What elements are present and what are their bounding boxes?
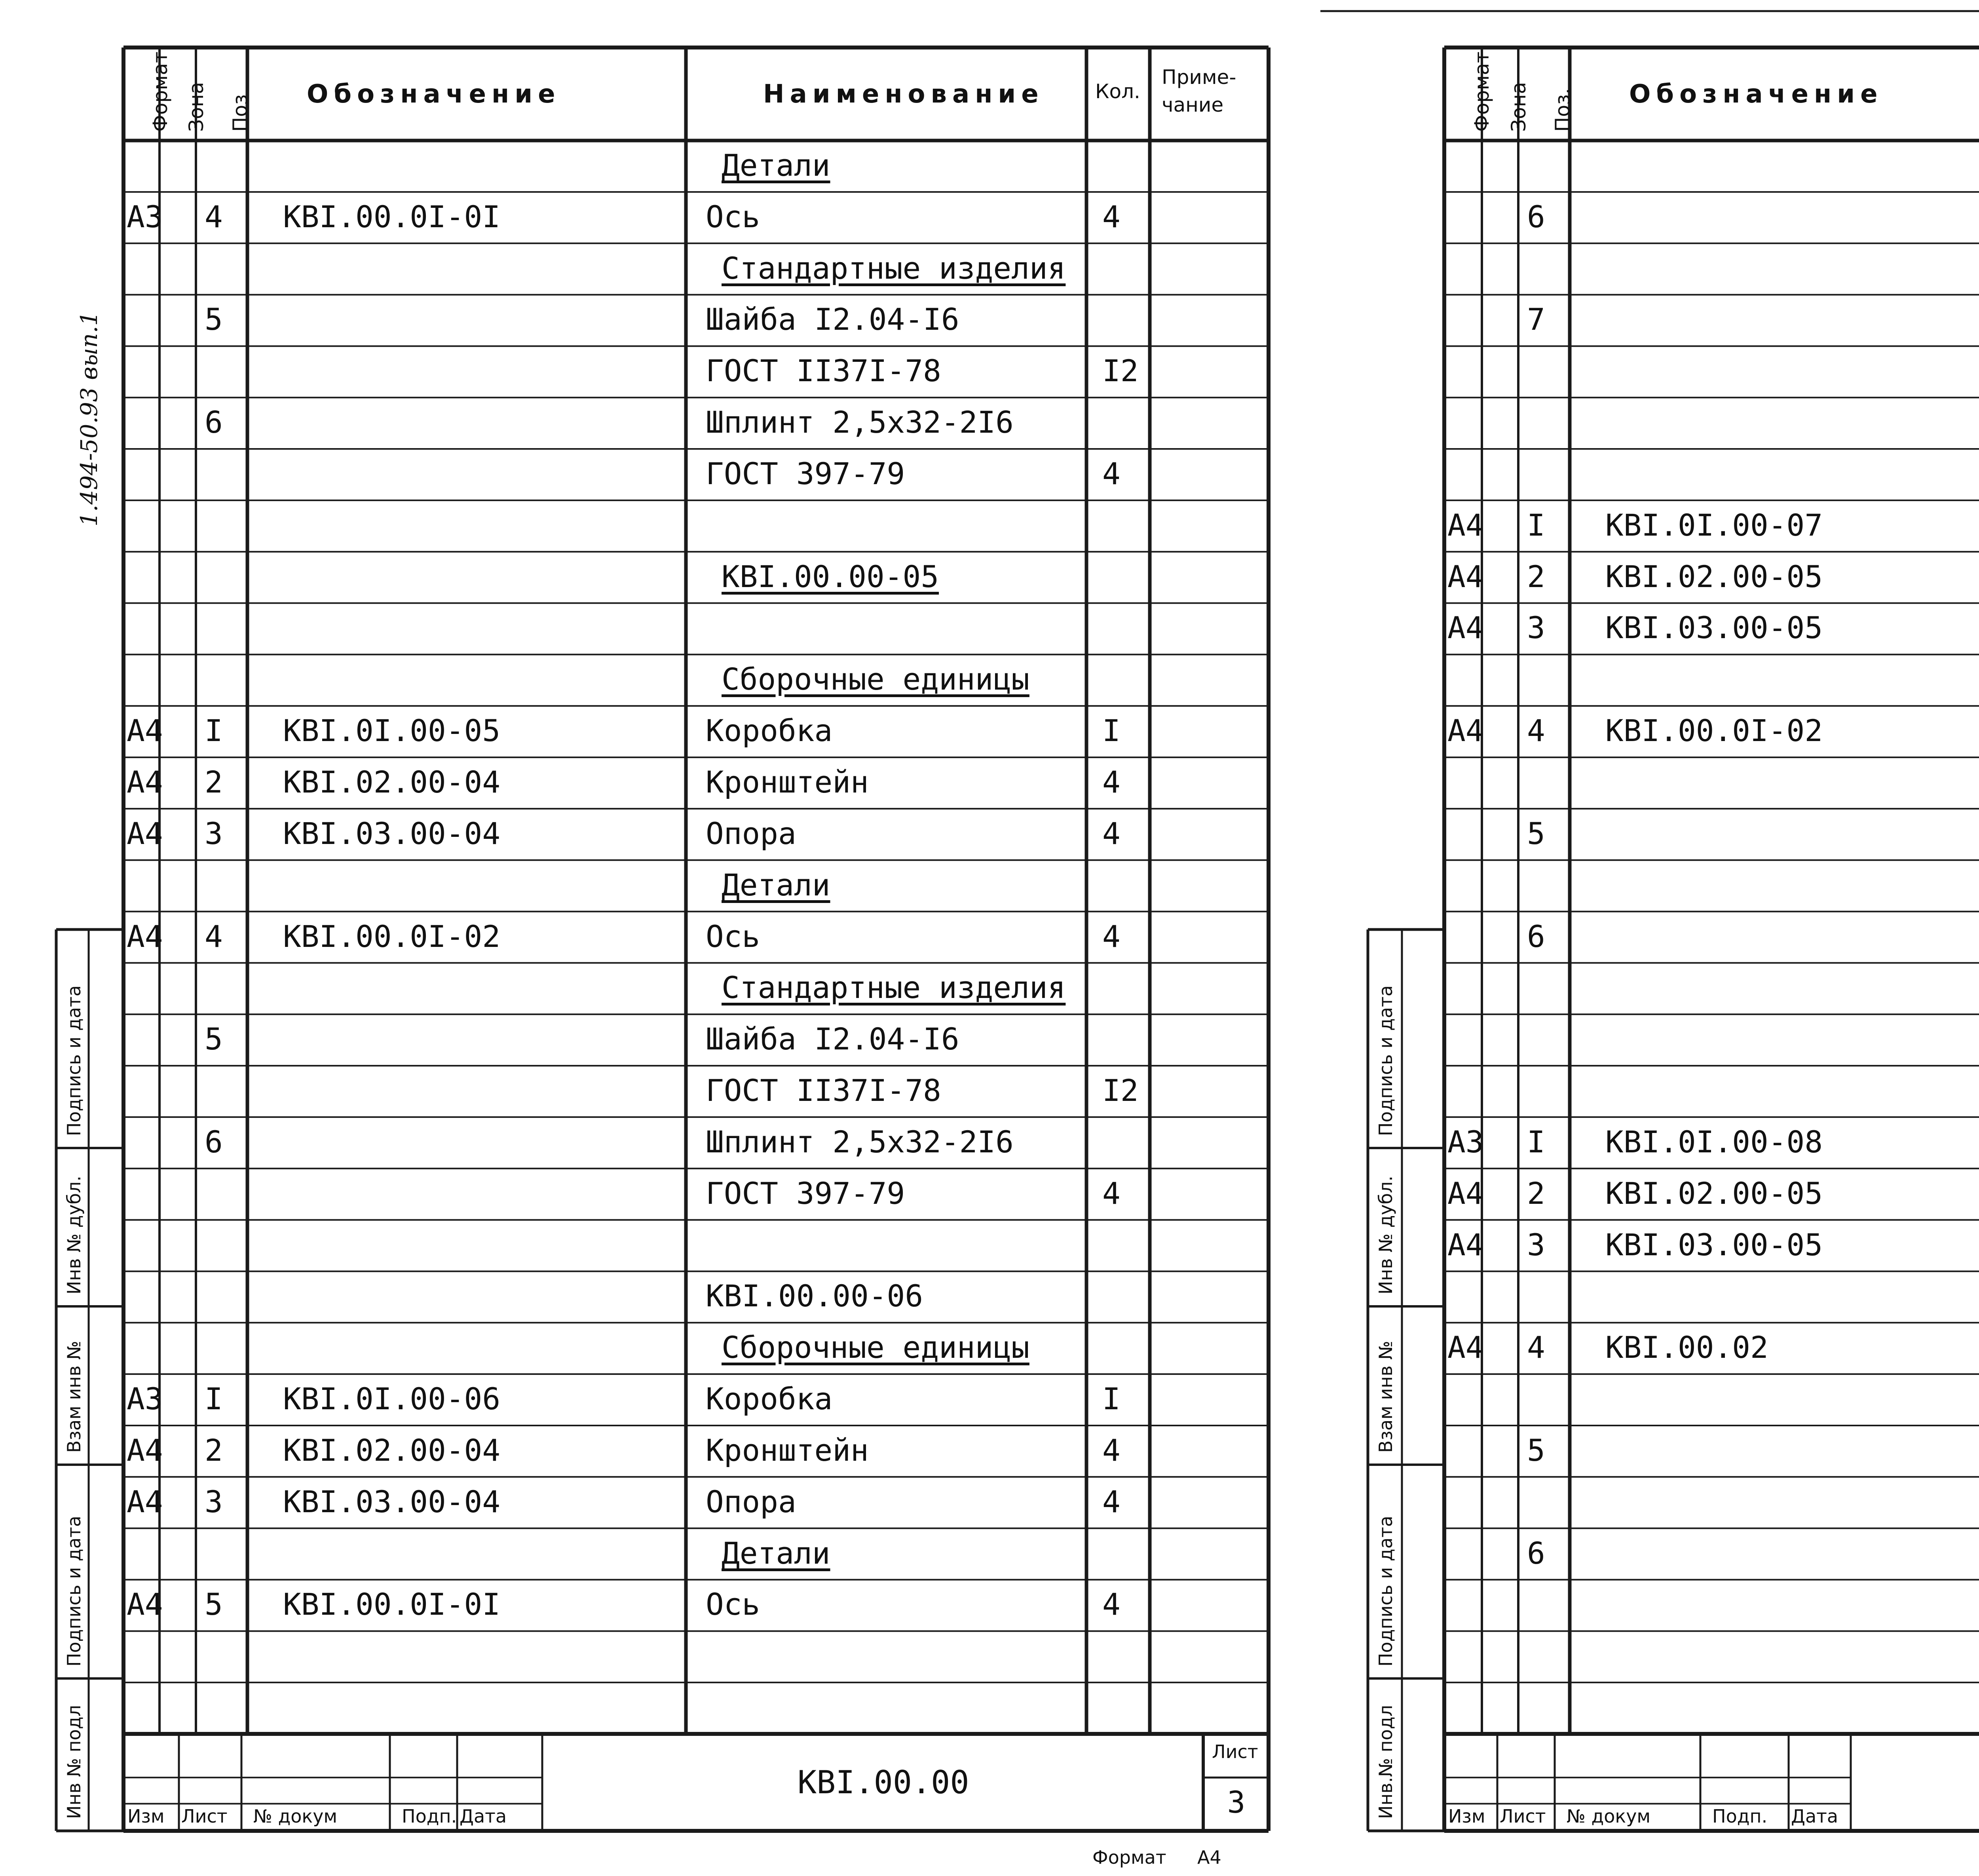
stamp-izm-label: Изм bbox=[1448, 1806, 1485, 1827]
row-name: Ось bbox=[706, 918, 760, 954]
stamp-sign-label: Подп. bbox=[1712, 1806, 1768, 1827]
row-position: 3 bbox=[1527, 1227, 1545, 1262]
format-value: А4 bbox=[1197, 1847, 1221, 1868]
row-section-heading: Стандартные изделия bbox=[722, 970, 1066, 1005]
side-label: Инв № дубл. bbox=[1375, 1175, 1396, 1294]
row-designation: КВI.02.00-05 bbox=[1605, 1175, 1823, 1211]
row-designation: КВI.00.02 bbox=[1605, 1330, 1768, 1365]
row-name: Ось bbox=[706, 199, 760, 234]
row-format: А3 bbox=[127, 1381, 163, 1417]
row-designation: КВI.00.0I-0I bbox=[283, 199, 501, 234]
row-quantity: 4 bbox=[1102, 456, 1121, 491]
header-note-line1: Приме- bbox=[1162, 65, 1236, 89]
header-format: Формат bbox=[148, 51, 172, 132]
row-format: А4 bbox=[127, 764, 163, 800]
stamp-date-label: Дата bbox=[1791, 1806, 1838, 1827]
stamp-doc-label: № докум bbox=[253, 1806, 338, 1827]
row-format: А4 bbox=[1447, 1175, 1484, 1211]
row-name: ГОСТ II37I-78 bbox=[706, 1073, 941, 1108]
row-name: Шайба I2.04-I6 bbox=[706, 1021, 959, 1057]
row-position: 6 bbox=[1527, 199, 1545, 234]
row-position: I bbox=[205, 713, 223, 749]
row-designation: КВI.03.00-04 bbox=[283, 1484, 501, 1519]
row-position: 6 bbox=[1527, 918, 1545, 954]
row-section-heading: Детали bbox=[722, 867, 830, 903]
row-format: А4 bbox=[1447, 559, 1484, 594]
header-zone: Зона bbox=[185, 82, 208, 132]
row-quantity: I2 bbox=[1102, 353, 1139, 389]
row-position: 2 bbox=[1527, 1175, 1545, 1211]
row-designation: КВI.02.00-04 bbox=[283, 1432, 501, 1468]
row-position: 4 bbox=[1527, 1330, 1545, 1365]
row-position: 2 bbox=[205, 1432, 223, 1468]
row-name: Шплинт 2,5х32-2I6 bbox=[706, 1124, 1014, 1159]
header-position: Поз bbox=[229, 94, 252, 132]
row-section-heading: Сборочные единицы bbox=[722, 1330, 1029, 1365]
row-name: КВI.00.00-06 bbox=[706, 1278, 923, 1314]
row-position: 5 bbox=[205, 1021, 223, 1057]
row-position: I bbox=[1527, 507, 1545, 543]
stamp-izm-label: Изм bbox=[127, 1806, 165, 1827]
row-format: А3 bbox=[1447, 1124, 1484, 1159]
stamp-list-label: Лист bbox=[181, 1806, 228, 1827]
row-quantity: 4 bbox=[1102, 199, 1121, 234]
row-position: 6 bbox=[205, 405, 223, 440]
row-position: 6 bbox=[205, 1124, 223, 1159]
row-section-heading: Стандартные изделия bbox=[722, 250, 1066, 286]
row-format: А4 bbox=[1447, 610, 1484, 646]
header-position: Поз. bbox=[1551, 88, 1574, 132]
row-designation: КВI.0I.00-06 bbox=[283, 1381, 501, 1417]
row-position: 4 bbox=[205, 199, 223, 234]
format-label: Формат bbox=[1092, 1847, 1166, 1868]
row-position: 5 bbox=[1527, 815, 1545, 851]
row-position: 4 bbox=[1527, 713, 1545, 749]
row-name: Ось bbox=[706, 1587, 760, 1622]
side-label: Инв.№ подл bbox=[1375, 1705, 1396, 1819]
row-name: Коробка bbox=[706, 1381, 833, 1417]
side-label: Инв № подл bbox=[63, 1705, 85, 1819]
side-label: Подпись и дата bbox=[63, 985, 85, 1136]
spec-sheet-right bbox=[1320, 0, 1979, 1876]
row-designation: КВI.03.00-05 bbox=[1605, 1227, 1823, 1262]
row-position: 5 bbox=[205, 302, 223, 337]
row-name: ГОСТ 397-79 bbox=[706, 456, 905, 491]
row-position: 3 bbox=[205, 1484, 223, 1519]
header-name: Наименование bbox=[763, 79, 1044, 109]
margin-note: 1.494-50.93 вып.1 bbox=[76, 311, 103, 526]
table-grid-lines bbox=[1320, 0, 1979, 1876]
side-label: Взам инв № bbox=[63, 1340, 85, 1453]
row-section-heading: КВI.00.00-05 bbox=[722, 559, 939, 594]
row-name: Коробка bbox=[706, 713, 833, 749]
row-format: А4 bbox=[1447, 1330, 1484, 1365]
header-note-line2: чание bbox=[1162, 93, 1224, 116]
row-format: А4 bbox=[127, 1484, 163, 1519]
side-label: Подпись и дата bbox=[63, 1515, 85, 1667]
row-format: А4 bbox=[1447, 713, 1484, 749]
row-designation: КВI.00.0I-02 bbox=[283, 918, 501, 954]
row-designation: КВI.02.00-05 bbox=[1605, 559, 1823, 594]
row-format: А3 bbox=[127, 199, 163, 234]
row-format: А4 bbox=[127, 713, 163, 749]
row-designation: КВI.0I.00-05 bbox=[283, 713, 501, 749]
row-position: 2 bbox=[205, 764, 223, 800]
row-designation: КВI.00.0I-0I bbox=[283, 1587, 501, 1622]
row-position: 4 bbox=[205, 918, 223, 954]
row-format: А4 bbox=[127, 1432, 163, 1468]
side-label: Подпись и дата bbox=[1375, 1515, 1396, 1667]
row-designation: КВI.00.0I-02 bbox=[1605, 713, 1823, 749]
row-quantity: 4 bbox=[1102, 764, 1121, 800]
row-position: I bbox=[1527, 1124, 1545, 1159]
stamp-date-label: Дата bbox=[460, 1806, 507, 1827]
stamp-sheet-number: 3 bbox=[1227, 1785, 1246, 1820]
row-format: А4 bbox=[127, 815, 163, 851]
row-quantity: I bbox=[1102, 713, 1121, 749]
row-name: ГОСТ II37I-78 bbox=[706, 353, 941, 389]
row-name: ГОСТ 397-79 bbox=[706, 1175, 905, 1211]
row-name: Опора bbox=[706, 815, 796, 851]
row-name: Кронштейн bbox=[706, 1432, 869, 1468]
row-name: Шплинт 2,5х32-2I6 bbox=[706, 405, 1014, 440]
header-quantity: Кол. bbox=[1095, 80, 1140, 103]
row-section-heading: Детали bbox=[722, 147, 830, 183]
row-section-heading: Сборочные единицы bbox=[722, 661, 1029, 697]
row-position: I bbox=[205, 1381, 223, 1417]
row-section-heading: Детали bbox=[722, 1535, 830, 1571]
row-quantity: I bbox=[1102, 1381, 1121, 1417]
row-format: А4 bbox=[1447, 507, 1484, 543]
row-position: 5 bbox=[1527, 1432, 1545, 1468]
side-label: Подпись и дата bbox=[1375, 985, 1396, 1136]
header-designation: Обозначение bbox=[1629, 79, 1883, 109]
row-designation: КВI.03.00-04 bbox=[283, 815, 501, 851]
row-quantity: 4 bbox=[1102, 1484, 1121, 1519]
row-designation: КВI.0I.00-08 bbox=[1605, 1124, 1823, 1159]
row-name: Шайба I2.04-I6 bbox=[706, 302, 959, 337]
header-format: Формат bbox=[1470, 51, 1493, 132]
row-position: 2 bbox=[1527, 559, 1545, 594]
row-position: 3 bbox=[1527, 610, 1545, 646]
row-designation: КВI.02.00-04 bbox=[283, 764, 501, 800]
row-designation: КВI.0I.00-07 bbox=[1605, 507, 1823, 543]
row-quantity: 4 bbox=[1102, 1587, 1121, 1622]
stamp-sheet-label: Лист bbox=[1212, 1741, 1258, 1762]
row-quantity: 4 bbox=[1102, 1175, 1121, 1211]
row-quantity: I2 bbox=[1102, 1073, 1139, 1108]
side-label: Инв № дубл. bbox=[63, 1175, 85, 1294]
stamp-doc-label: № докум bbox=[1567, 1806, 1651, 1827]
row-name: Опора bbox=[706, 1484, 796, 1519]
header-designation: Обозначение bbox=[307, 79, 561, 109]
row-quantity: 4 bbox=[1102, 918, 1121, 954]
row-designation: КВI.03.00-05 bbox=[1605, 610, 1823, 646]
row-name: Кронштейн bbox=[706, 764, 869, 800]
row-position: 6 bbox=[1527, 1535, 1545, 1571]
stamp-list-label: Лист bbox=[1500, 1806, 1546, 1827]
side-label: Взам инв № bbox=[1375, 1340, 1396, 1453]
row-quantity: 4 bbox=[1102, 1432, 1121, 1468]
row-quantity: 4 bbox=[1102, 815, 1121, 851]
row-position: 7 bbox=[1527, 302, 1545, 337]
row-position: 3 bbox=[205, 815, 223, 851]
row-format: А4 bbox=[1447, 1227, 1484, 1262]
row-format: А4 bbox=[127, 918, 163, 954]
stamp-sign-label: Подп. bbox=[402, 1806, 457, 1827]
document-code: КВI.00.00 bbox=[798, 1764, 969, 1801]
row-position: 5 bbox=[205, 1587, 223, 1622]
row-format: А4 bbox=[127, 1587, 163, 1622]
header-zone: Зона bbox=[1507, 82, 1530, 132]
